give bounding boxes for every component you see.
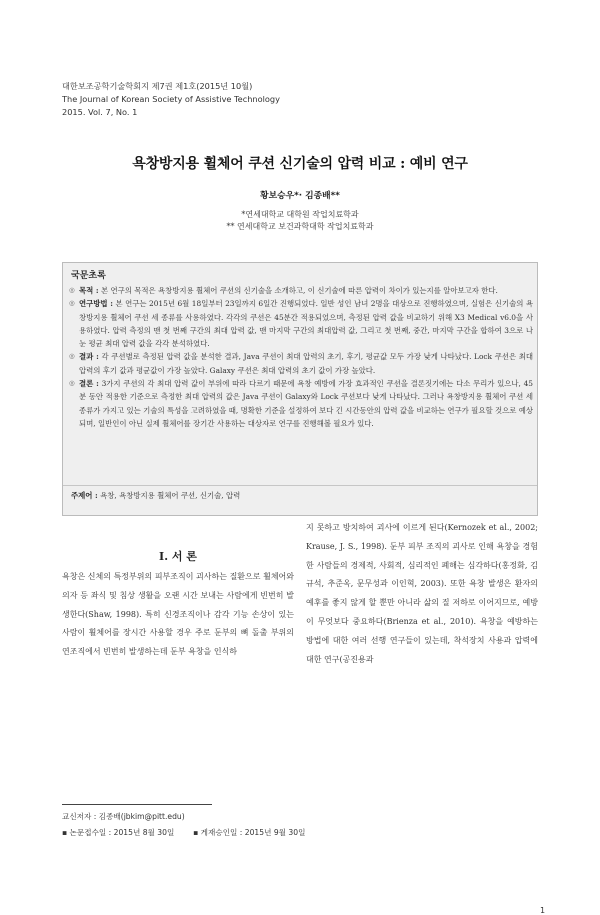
bullet-icon: ◎	[69, 299, 75, 308]
abstract-box	[62, 262, 538, 516]
bullet-icon: ◎	[69, 286, 75, 294]
page-number: 1	[540, 906, 546, 915]
body-column-right: 지 못하고 방치하여 괴사에 이르게 된다(Kernozek et al., 2002; Krause, J. S., 1998). 둔부 피부 조직의 괴사로 인해 욕창을 경험한 사람들의 경제적, 사회적, 심리적인 폐해는 심각하다(홍정화, 김규석, 추준옥, 문무성과 이인혁, 2003). 또한 욕창 발생은 환자의 예후를 좋지 않게 할 뿐만 아니라 삶의 질 저하로 이어지므로, 예방이 무엇보다 중요하다(Brienza et al., 2010). 욕창을 예방하는 방법에 대한 여러 선행 연구들이 있는데, 착석장치 사용과 압력에 대한 연구(공진용과	[306, 523, 538, 664]
abstract-label: 연구방법 :	[79, 299, 113, 309]
bullet-icon: ◎	[69, 352, 75, 361]
journal-name-english: The Journal of Korean Society of Assistive Technology	[62, 94, 280, 104]
affiliation-2: ** 연세대학교 보건과학대학 작업치료학과	[226, 222, 374, 231]
paper-title: 욕창방지용 휠체어 쿠션 신기술의 압력 비교 : 예비 연구	[132, 156, 468, 172]
corresponding-author: 교신저자 : 김종배(jbkim@pitt.edu)	[62, 812, 185, 821]
body-column-left: 욕창은 신체의 특정부위의 피부조직이 괴사하는 질환으로 휠체어와 의자 등 좌식 및 침상 생활을 오랜 시간 보내는 사람에게 빈번히 발생한다(Shaw, 1998). 특히 신경조직이나 감각 기능 손상이 있는 사람이 휠체어를 장시간 사용할 경우 주로 둔부의 뼈 돌출 부위의 연조직에서 빈번히 발생하는데 둔부 욕창을 인식하	[62, 572, 294, 657]
journal-volume-english: 2015. Vol. 7, No. 1	[62, 107, 138, 117]
journal-volume-korean: 대한보조공학기술학회지 제7권 제1호(2015년 10월)	[62, 81, 253, 91]
keywords-text: 욕창, 욕창방지용 휠체어 쿠션, 신기술, 압력	[100, 491, 241, 500]
accepted-date: ▪ 게재승인일 : 2015년 9월 30일	[193, 828, 306, 837]
affiliations	[0, 209, 600, 233]
received-date: ▪ 논문접수일 : 2015년 8월 30일	[62, 828, 175, 837]
abstract-item-purpose	[69, 284, 533, 297]
abstract-item-results	[69, 350, 533, 377]
abstract-item-conclusion	[69, 377, 533, 430]
footnote-divider	[62, 804, 212, 805]
abstract-heading: 국문초록	[71, 271, 106, 281]
affiliation-1: *연세대학교 대학원 작업치료학과	[241, 210, 359, 219]
footnotes	[62, 809, 305, 841]
journal-info	[62, 80, 280, 119]
abstract-text: 각 쿠션별로 측정된 압력 값을 분석한 결과, Java 쿠션이 최대 압력의 초기, 후기, 평균값 모두 가장 낮게 나타났다. Lock 쿠션은 최대 압력의 후기 값과 평균값이 가장 높았다. Galaxy 쿠션은 최대 압력의 초기 값이 가장 높았다.	[79, 352, 533, 375]
author-list: 황보승우*· 김종배**	[260, 191, 340, 201]
abstract-text: 본 연구는 2015년 6월 18일부터 23일까지 6일간 진행되었다. 일반 성인 남녀 2명을 대상으로 진행하였으며, 실험은 신기술의 욕창방지용 휠체어 쿠션 세 종류를 사용하였다. 각각의 쿠션은 45분간 적용되었으며, 측정된 압력 값을 비교하기 위해 X3 Medical v6.0을 사용하였다. 압력 측정의 맨 첫 번째 구간의 최대 압력 값, 맨 마지막 구간의 최대압력 값, 그리고 첫 번째, 중간, 마지막 구간을 합하여 3으로 나눈 평균 최대 압력 값을 각각 분석하였다.	[79, 299, 533, 349]
abstract-body	[69, 284, 533, 430]
abstract-divider	[63, 485, 537, 486]
keywords	[71, 489, 240, 502]
abstract-label: 결론 :	[79, 379, 99, 389]
abstract-label: 목적 :	[79, 286, 99, 295]
keywords-label: 주제어 :	[71, 491, 98, 500]
abstract-text: 3가지 쿠션의 각 최대 압력 값이 부위에 따라 다르기 때문에 욕창 예방에 가장 효과적인 쿠션을 결론짓기에는 다소 무리가 있으나, 45분 동안 적용한 기준으로 측정한 최대 압력의 값은 Java 쿠션이 Galaxy와 Lock 쿠션보다 낮게 나타났다. 그러나 욕창방지용 휠체어 쿠션 세 종류가 가지고 있는 기술의 특성을 고려하였을 때, 명확한 기준을 설정하여 보다 긴 시간동안의 압력 값을 비교하는 연구가 필요할 것으로 예상되며, 일반인이 아닌 실제 휠체어를 장기간 사용하는 대상자로 연구를 진행해볼 필요가 있다.	[79, 379, 533, 428]
bullet-icon: ◎	[69, 379, 75, 388]
abstract-text: 본 연구의 목적은 욕창방지용 휠체어 쿠션의 신기술을 소개하고, 이 신기술에 따른 압력이 차이가 있는지를 알아보고자 한다.	[100, 286, 498, 295]
dates-line	[62, 825, 305, 841]
abstract-label: 결과 :	[79, 352, 99, 362]
abstract-item-methods	[69, 297, 533, 350]
section-heading: Ⅰ. 서 론	[159, 550, 197, 563]
